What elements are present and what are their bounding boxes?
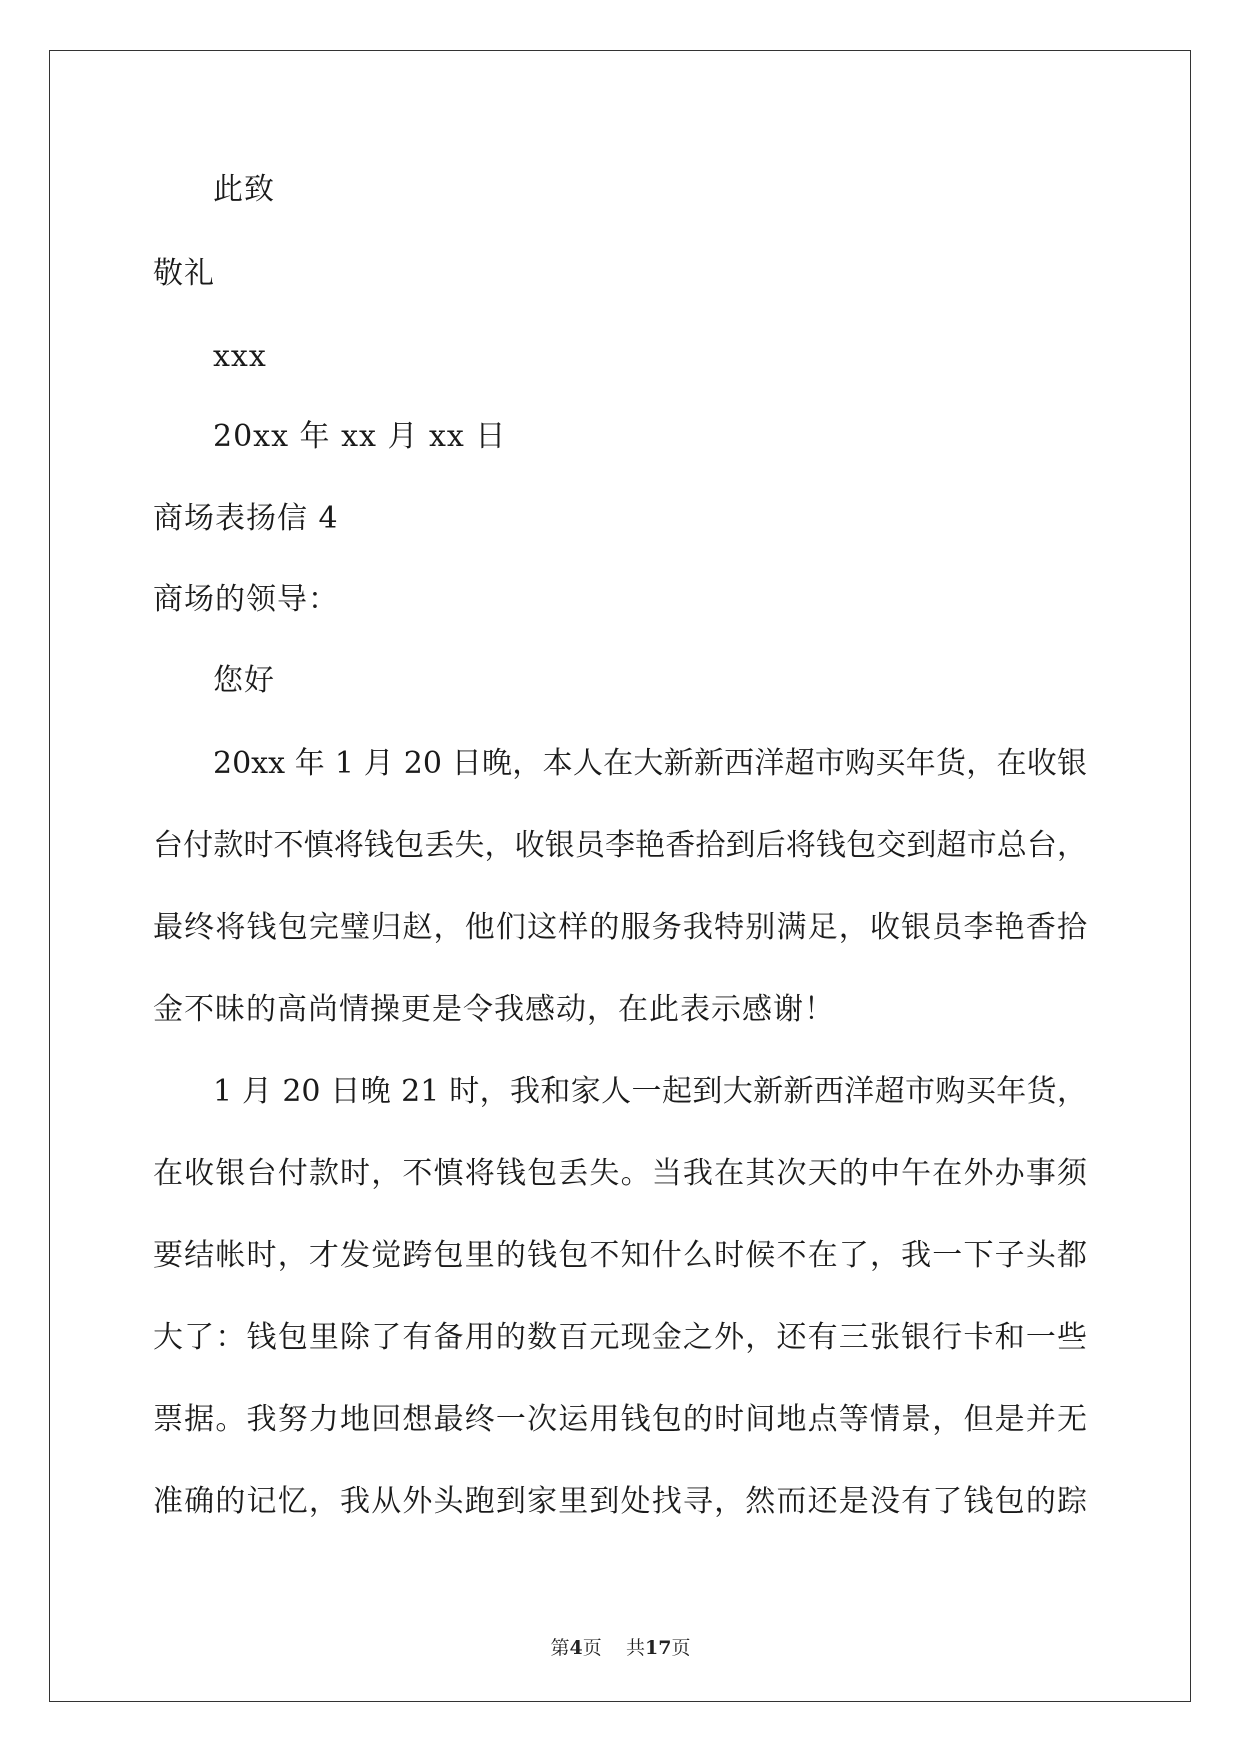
paragraph-1-line-2: 台付款时不慎将钱包丢失，收银员李艳香拾到后将钱包交到超市总台，	[153, 828, 1087, 863]
closing-regards: 敬礼	[153, 256, 215, 291]
page-footer	[0, 1636, 1241, 1660]
paragraph-2-line-2: 在收银台付款时，不慎将钱包丢失。当我在其次天的中午在外办事须	[153, 1156, 1087, 1191]
paragraph-2-line-1: 1 月 20 日晚 21 时，我和家人一起到大新新西洋超市购买年货，	[213, 1074, 1087, 1109]
paragraph-2-line-4: 大了：钱包里除了有备用的数百元现金之外，还有三张银行卡和一些	[153, 1320, 1087, 1355]
section-title: 商场表扬信 4	[153, 501, 339, 536]
recipient-line: 商场的领导：	[153, 582, 339, 617]
paragraph-2-line-6: 准确的记忆，我从外头跑到家里到处找寻，然而还是没有了钱包的踪	[153, 1484, 1087, 1519]
letter-date: 20xx 年 xx 月 xx 日	[213, 419, 507, 454]
greeting-line: 您好	[213, 663, 275, 698]
page-border	[49, 50, 1191, 1702]
footer-total-suffix: 页	[671, 1637, 691, 1659]
paragraph-1-line-4: 金不昧的高尚情操更是令我感动，在此表示感谢！	[153, 992, 835, 1027]
paragraph-2-line-3: 要结帐时，才发觉跨包里的钱包不知什么时候不在了，我一下子头都	[153, 1238, 1087, 1273]
footer-total-prefix: 共	[625, 1637, 645, 1659]
footer-page-prefix: 第	[550, 1637, 570, 1659]
signature: xxx	[213, 339, 267, 374]
footer-page-suffix: 页	[582, 1637, 602, 1659]
closing-salutation: 此致	[213, 172, 275, 207]
paragraph-2-line-5: 票据。我努力地回想最终一次运用钱包的时间地点等情景，但是并无	[153, 1402, 1087, 1437]
paragraph-1-line-3: 最终将钱包完璧归赵，他们这样的服务我特别满足，收银员李艳香拾	[153, 910, 1087, 945]
footer-total-pages: 17	[644, 1637, 672, 1659]
paragraph-1-line-1: 20xx 年 1 月 20 日晚，本人在大新新西洋超市购买年货，在收银	[213, 746, 1087, 781]
footer-page-number: 4	[569, 1637, 583, 1659]
